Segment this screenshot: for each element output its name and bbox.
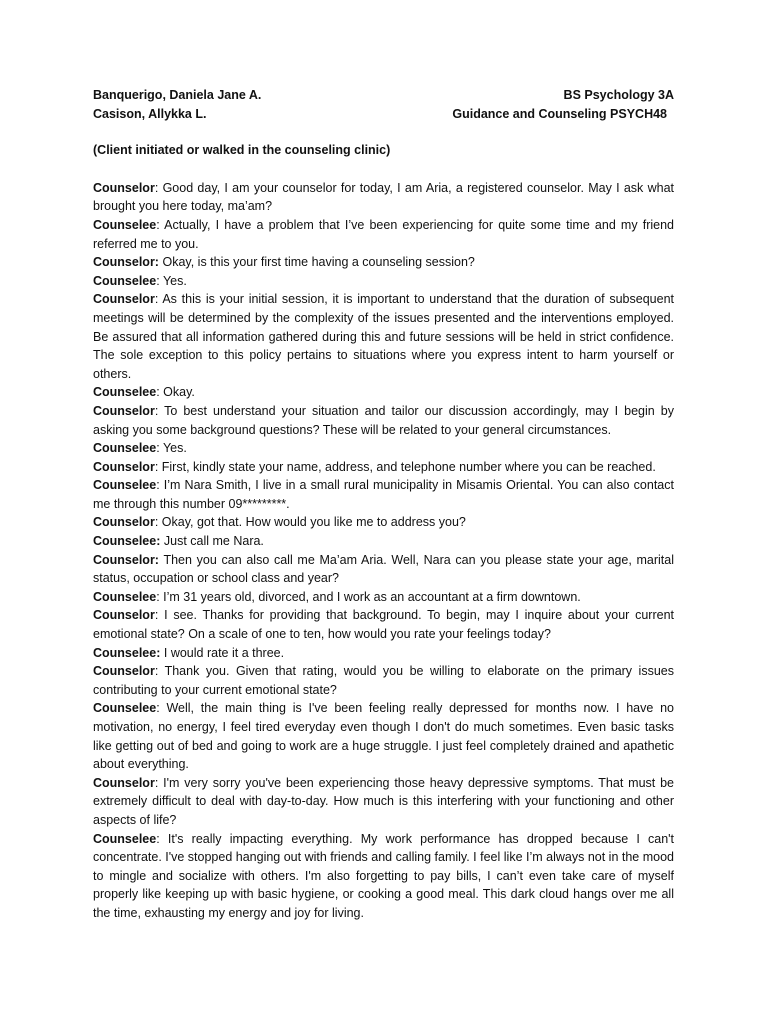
separator: : bbox=[154, 608, 165, 623]
dialogue bbox=[93, 179, 674, 923]
utterance: Just call me Nara. bbox=[163, 534, 264, 549]
utterance: Okay, got that. How would you like me to address you? bbox=[161, 515, 466, 530]
speaker-label: Counselor bbox=[93, 180, 155, 195]
separator: : bbox=[156, 478, 164, 493]
dialogue-turn bbox=[93, 588, 674, 607]
utterance: Well, the main thing is I've been feeling really depressed for months now. I have no motivation, no energy, I feel tired everyday even though I don't do much sometimes. Even basic tasks like getting out of bed and going to work are a huge struggle. I just feel completely drained and apathetic about everything. bbox=[93, 701, 674, 772]
utterance: Yes. bbox=[162, 273, 187, 288]
utterance: I’m 31 years old, divorced, and I work as an accountant at a firm downtown. bbox=[163, 589, 581, 604]
separator: : bbox=[156, 701, 167, 716]
dialogue-turn bbox=[93, 662, 674, 699]
utterance: I'm very sorry you've been experiencing those heavy depressive symptoms. That must be extremely difficult to deal with day-to-day. How much is this interfering with your functioning and other aspects of life? bbox=[93, 775, 674, 827]
separator: : bbox=[156, 273, 163, 288]
speaker-label: Counselor bbox=[93, 459, 155, 474]
session-note: (Client initiated or walked in the counseling clinic) bbox=[93, 143, 391, 158]
dialogue-turn bbox=[93, 551, 674, 588]
utterance: Then you can also call me Ma’am Aria. Well, Nara can you please state your age, marital status, occupation or school class and year? bbox=[93, 552, 675, 586]
document-page bbox=[93, 86, 674, 923]
separator: : bbox=[156, 831, 168, 846]
dialogue-turn bbox=[93, 513, 674, 532]
speaker-label: Counselee bbox=[93, 478, 157, 493]
speaker-label: Counselee: bbox=[93, 534, 161, 549]
utterance: As this is your initial session, it is important to understand that the duration of subsequent meetings will be determined by the complexity of the issues presented and the interventions employed. Be assured that all information gathered during this and future sessions will be held in strict confidence. The sole exception to this policy pertains to situations where you express intent to harm yourself or others. bbox=[93, 292, 674, 381]
utterance: I’m Nara Smith, I live in a small rural municipality in Misamis Oriental. You can also contact me through this number 09*********. bbox=[93, 478, 674, 511]
dialogue-turn bbox=[93, 476, 674, 513]
speaker-label: Counselor bbox=[93, 775, 155, 790]
dialogue-turn bbox=[93, 179, 674, 216]
author-1: Banquerigo, Daniela Jane A. bbox=[93, 88, 262, 102]
speaker-label: Counselee bbox=[93, 589, 157, 604]
separator: : bbox=[156, 589, 164, 604]
separator: : bbox=[154, 775, 164, 790]
dialogue-turn bbox=[93, 830, 674, 923]
speaker-label: Counselor bbox=[93, 515, 155, 530]
dialogue-turn bbox=[93, 272, 674, 291]
program: BS Psychology 3A bbox=[563, 88, 674, 102]
speaker-label: Counselee bbox=[93, 217, 157, 232]
dialogue-turn bbox=[93, 644, 674, 663]
dialogue-turn bbox=[93, 458, 674, 477]
separator: : bbox=[154, 180, 163, 195]
speaker-label: Counselor bbox=[93, 292, 155, 307]
separator: : bbox=[154, 403, 165, 418]
separator: : bbox=[154, 292, 163, 307]
separator: : bbox=[154, 664, 165, 679]
separator: : bbox=[154, 515, 162, 530]
header-row-1 bbox=[93, 86, 674, 105]
dialogue-turn bbox=[93, 532, 674, 551]
header-row-2 bbox=[93, 105, 674, 124]
separator: : bbox=[156, 441, 163, 456]
author-2: Casison, Allykka L. bbox=[93, 106, 207, 121]
utterance: I would rate it a three. bbox=[163, 645, 285, 660]
utterance: To best understand your situation and tailor our discussion accordingly, may I begin by asking you some background questions? These will be related to your general circumstances. bbox=[93, 403, 674, 437]
separator: : bbox=[154, 459, 162, 474]
dialogue-turn bbox=[93, 290, 674, 383]
speaker-label: Counselor: bbox=[93, 255, 159, 270]
utterance: Actually, I have a problem that I’ve been experiencing for quite some time and my friend referred me to you. bbox=[93, 217, 674, 251]
dialogue-turn bbox=[93, 699, 674, 773]
speaker-label: Counselor bbox=[93, 403, 155, 418]
dialogue-turn bbox=[93, 774, 674, 830]
utterance: It's really impacting everything. My work performance has dropped because I can't concentrate. I've stopped hanging out with friends and calling family. I feel like I’m always not in the mood to mingle and socialize with others. I'm also forgetting to pay bills, I can’t even take care of myself properly like keeping up with basic hygiene, or cooking a good meal. This dark cloud hangs over me all the time, exhausting my energy and joy for living. bbox=[93, 831, 675, 920]
dialogue-turn bbox=[93, 216, 674, 253]
utterance: Okay, is this your first time having a counseling session? bbox=[162, 255, 475, 270]
separator: : bbox=[156, 385, 164, 400]
utterance: Yes. bbox=[162, 441, 187, 456]
utterance: Thank you. Given that rating, would you be willing to elaborate on the primary issues contributing to your current emotional state? bbox=[93, 664, 674, 697]
dialogue-turn bbox=[93, 439, 674, 458]
utterance: I see. Thanks for providing that background. To begin, may I inquire about your current emotional state? On a scale of one to ten, how would you rate your feelings today? bbox=[93, 608, 674, 642]
separator: : bbox=[156, 217, 165, 232]
speaker-label: Counselee bbox=[93, 831, 157, 846]
course: Guidance and Counseling PSYCH48 bbox=[452, 106, 667, 121]
utterance: Okay. bbox=[163, 385, 195, 400]
dialogue-turn bbox=[93, 253, 674, 272]
speaker-label: Counselee bbox=[93, 701, 157, 716]
utterance: Good day, I am your counselor for today, I am Aria, a registered counselor. May I ask what brought you here today, ma’am? bbox=[93, 180, 674, 214]
speaker-label: Counselee: bbox=[93, 645, 161, 660]
dialogue-turn bbox=[93, 402, 674, 439]
speaker-label: Counselor bbox=[93, 664, 155, 679]
speaker-label: Counselor bbox=[93, 608, 155, 623]
speaker-label: Counselee bbox=[93, 385, 157, 400]
speaker-label: Counselee bbox=[93, 441, 157, 456]
speaker-label: Counselee bbox=[93, 273, 157, 288]
dialogue-turn bbox=[93, 383, 674, 402]
speaker-label: Counselor: bbox=[93, 552, 159, 567]
utterance: First, kindly state your name, address, and telephone number where you can be reached. bbox=[161, 459, 656, 474]
dialogue-turn bbox=[93, 606, 674, 643]
